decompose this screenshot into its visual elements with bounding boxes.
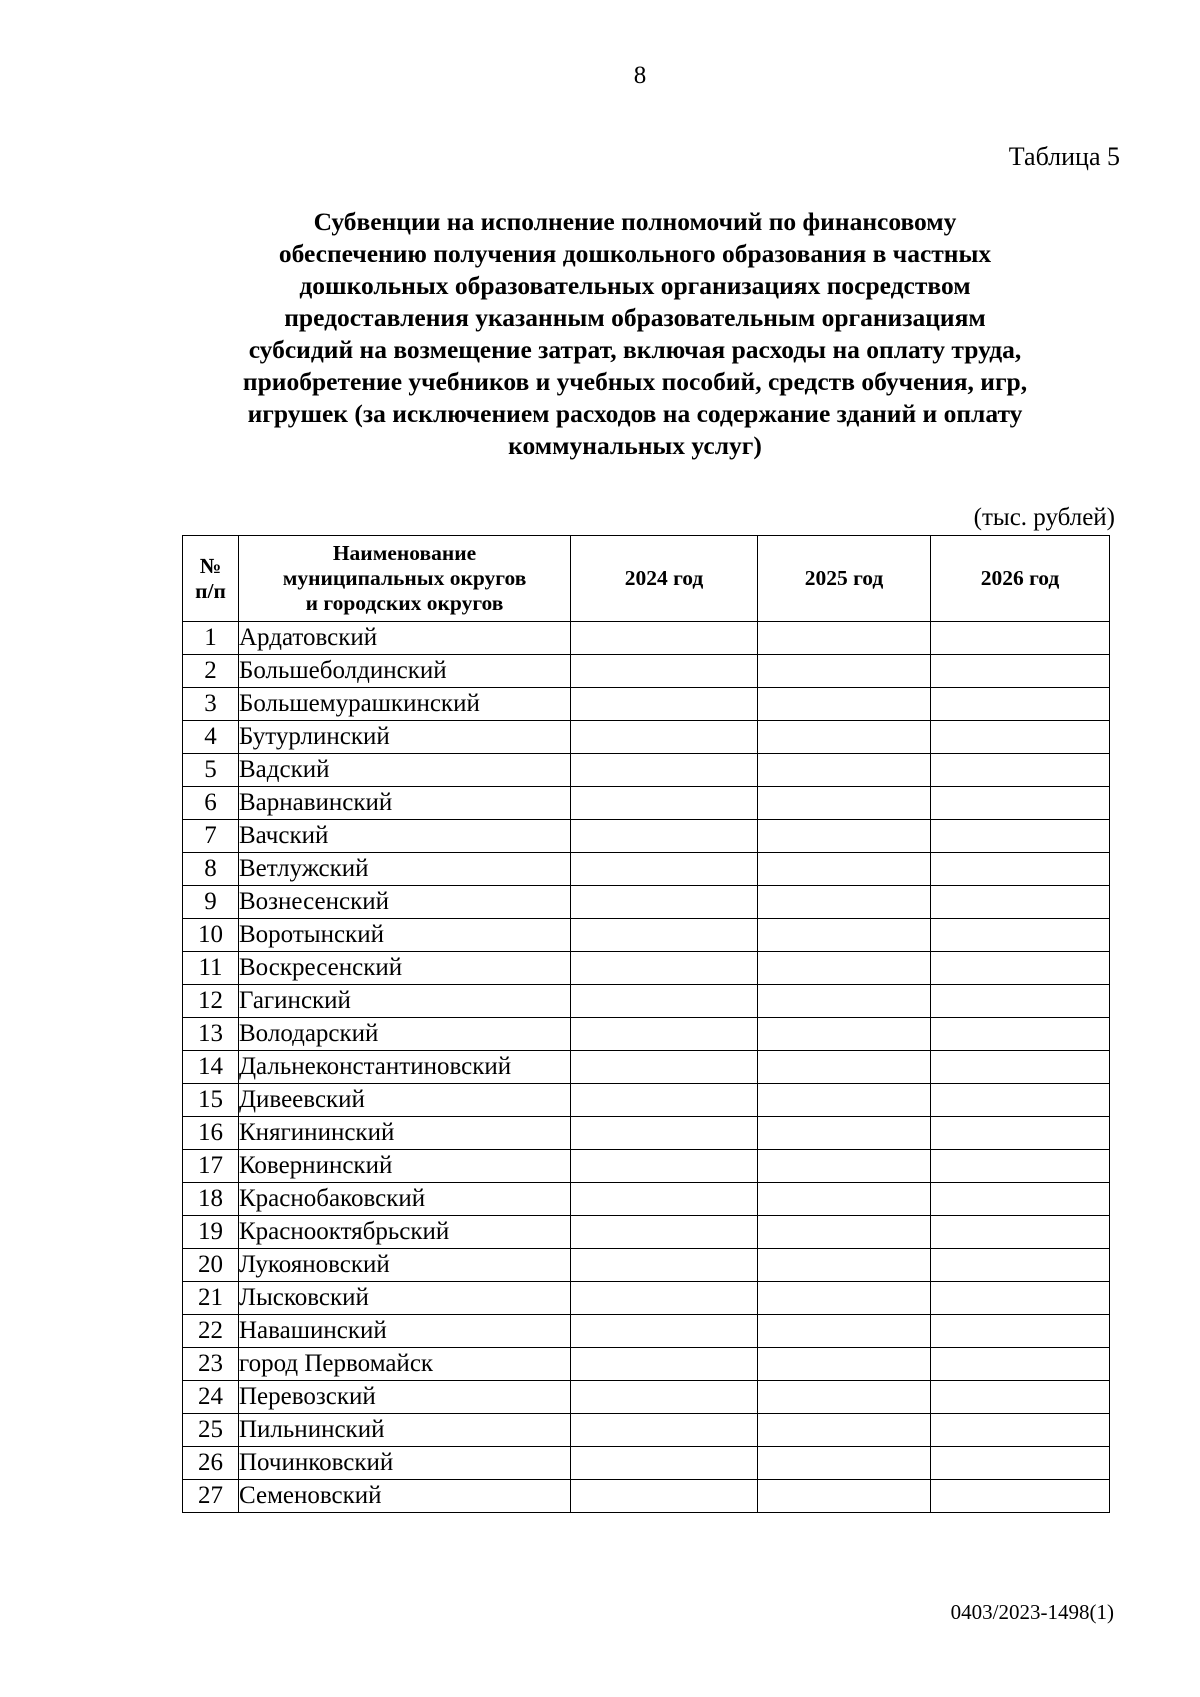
cell-2026 — [931, 1315, 1110, 1348]
row-name: Ковернинский — [239, 1150, 571, 1183]
row-name: Воротынский — [239, 919, 571, 952]
header-number-line: № — [199, 553, 222, 578]
cell-2024 — [571, 622, 758, 655]
table-row — [183, 1381, 1110, 1414]
document-title — [150, 206, 1120, 462]
cell-2025 — [758, 1150, 931, 1183]
row-name: Воскресенский — [239, 952, 571, 985]
row-name: Вачский — [239, 820, 571, 853]
cell-2026 — [931, 985, 1110, 1018]
cell-2024 — [571, 1249, 758, 1282]
row-number: 10 — [183, 919, 239, 952]
cell-2024 — [571, 985, 758, 1018]
row-number: 12 — [183, 985, 239, 1018]
header-number — [183, 536, 239, 622]
row-name: Пильнинский — [239, 1414, 571, 1447]
cell-2026 — [931, 1447, 1110, 1480]
cell-2024 — [571, 754, 758, 787]
cell-2025 — [758, 1414, 931, 1447]
cell-2026 — [931, 754, 1110, 787]
row-name: Дальнеконстантиновский — [239, 1051, 571, 1084]
cell-2026 — [931, 1216, 1110, 1249]
cell-2025 — [758, 853, 931, 886]
row-number: 4 — [183, 721, 239, 754]
cell-2025 — [758, 1447, 931, 1480]
title-line: субсидий на возмещение затрат, включая расходы на оплату труда, — [248, 335, 1022, 364]
cell-2026 — [931, 787, 1110, 820]
cell-2024 — [571, 1117, 758, 1150]
row-name: город Первомайск — [239, 1348, 571, 1381]
table-row — [183, 1216, 1110, 1249]
table-row — [183, 1150, 1110, 1183]
row-number: 11 — [183, 952, 239, 985]
cell-2024 — [571, 1381, 758, 1414]
cell-2025 — [758, 688, 931, 721]
cell-2024 — [571, 886, 758, 919]
row-name: Дивеевский — [239, 1084, 571, 1117]
table-row — [183, 1051, 1110, 1084]
table-row — [183, 1249, 1110, 1282]
row-number: 14 — [183, 1051, 239, 1084]
title-line: обеспечению получения дошкольного образования в частных — [278, 239, 992, 268]
title-line: Субвенции на исполнение полномочий по финансовому — [313, 207, 957, 236]
cell-2024 — [571, 853, 758, 886]
title-line: дошкольных образовательных организациях посредством — [299, 271, 971, 300]
row-name: Лысковский — [239, 1282, 571, 1315]
row-number: 19 — [183, 1216, 239, 1249]
cell-2024 — [571, 787, 758, 820]
header-name-line: Наименование — [332, 541, 477, 565]
title-line: игрушек (за исключением расходов на содержание зданий и оплату — [247, 399, 1023, 428]
table-header-row — [183, 536, 1110, 622]
row-number: 2 — [183, 655, 239, 688]
cell-2025 — [758, 919, 931, 952]
row-number: 6 — [183, 787, 239, 820]
cell-2025 — [758, 1348, 931, 1381]
cell-2026 — [931, 1480, 1110, 1513]
cell-2025 — [758, 787, 931, 820]
table-row — [183, 1348, 1110, 1381]
cell-2026 — [931, 919, 1110, 952]
cell-2024 — [571, 1018, 758, 1051]
cell-2025 — [758, 1084, 931, 1117]
header-year-2026: 2026 год — [931, 536, 1110, 622]
cell-2024 — [571, 655, 758, 688]
header-name — [239, 536, 571, 622]
cell-2024 — [571, 1480, 758, 1513]
row-name: Перевозский — [239, 1381, 571, 1414]
table-row — [183, 1117, 1110, 1150]
row-name: Краснобаковский — [239, 1183, 571, 1216]
table-row — [183, 820, 1110, 853]
table-row — [183, 1315, 1110, 1348]
cell-2024 — [571, 1348, 758, 1381]
cell-2026 — [931, 886, 1110, 919]
units-label: (тыс. рублей) — [973, 504, 1115, 531]
cell-2026 — [931, 1414, 1110, 1447]
table-row — [183, 886, 1110, 919]
row-name: Вадский — [239, 754, 571, 787]
cell-2025 — [758, 754, 931, 787]
row-number: 9 — [183, 886, 239, 919]
table-row — [183, 1018, 1110, 1051]
cell-2026 — [931, 853, 1110, 886]
row-number: 27 — [183, 1480, 239, 1513]
table-row — [183, 688, 1110, 721]
row-name: Краснооктябрьский — [239, 1216, 571, 1249]
table-row — [183, 1183, 1110, 1216]
cell-2025 — [758, 1183, 931, 1216]
cell-2026 — [931, 1150, 1110, 1183]
cell-2024 — [571, 1414, 758, 1447]
row-name: Ветлужский — [239, 853, 571, 886]
table-row — [183, 721, 1110, 754]
header-name-line: и городских округов — [305, 591, 504, 615]
table-row — [183, 985, 1110, 1018]
cell-2025 — [758, 985, 931, 1018]
row-name: Большемурашкинский — [239, 688, 571, 721]
document-code: 0403/2023-1498(1) — [950, 1600, 1114, 1624]
cell-2024 — [571, 688, 758, 721]
row-number: 17 — [183, 1150, 239, 1183]
cell-2024 — [571, 1315, 758, 1348]
cell-2025 — [758, 655, 931, 688]
row-name: Бутурлинский — [239, 721, 571, 754]
cell-2025 — [758, 1117, 931, 1150]
row-name: Гагинский — [239, 985, 571, 1018]
cell-2025 — [758, 1249, 931, 1282]
table-row — [183, 754, 1110, 787]
row-number: 23 — [183, 1348, 239, 1381]
cell-2026 — [931, 721, 1110, 754]
header-name-line: муниципальных округов — [282, 566, 527, 590]
cell-2026 — [931, 1282, 1110, 1315]
cell-2024 — [571, 1216, 758, 1249]
row-number: 24 — [183, 1381, 239, 1414]
cell-2026 — [931, 1018, 1110, 1051]
cell-2026 — [931, 622, 1110, 655]
row-number: 8 — [183, 853, 239, 886]
cell-2026 — [931, 1183, 1110, 1216]
row-name: Вознесенский — [239, 886, 571, 919]
row-number: 16 — [183, 1117, 239, 1150]
cell-2025 — [758, 1381, 931, 1414]
table-row — [183, 655, 1110, 688]
row-number: 20 — [183, 1249, 239, 1282]
cell-2024 — [571, 1150, 758, 1183]
cell-2026 — [931, 1381, 1110, 1414]
cell-2025 — [758, 820, 931, 853]
row-name: Семеновский — [239, 1480, 571, 1513]
cell-2024 — [571, 820, 758, 853]
row-number: 3 — [183, 688, 239, 721]
cell-2026 — [931, 952, 1110, 985]
row-number: 25 — [183, 1414, 239, 1447]
cell-2025 — [758, 1315, 931, 1348]
cell-2026 — [931, 1348, 1110, 1381]
table-label: Таблица 5 — [1008, 142, 1120, 171]
row-name: Навашинский — [239, 1315, 571, 1348]
page-number: 8 — [633, 62, 647, 89]
cell-2024 — [571, 721, 758, 754]
row-name: Варнавинский — [239, 787, 571, 820]
cell-2026 — [931, 1084, 1110, 1117]
cell-2025 — [758, 1018, 931, 1051]
table-row — [183, 1414, 1110, 1447]
header-year-2024: 2024 год — [571, 536, 758, 622]
table-row — [183, 919, 1110, 952]
cell-2026 — [931, 688, 1110, 721]
table-row — [183, 622, 1110, 655]
cell-2026 — [931, 655, 1110, 688]
cell-2025 — [758, 1051, 931, 1084]
row-name: Ардатовский — [239, 622, 571, 655]
row-name: Починковский — [239, 1447, 571, 1480]
cell-2025 — [758, 721, 931, 754]
row-number: 15 — [183, 1084, 239, 1117]
cell-2025 — [758, 622, 931, 655]
title-line: приобретение учебников и учебных пособий, средств обучения, игр, — [242, 367, 1028, 396]
row-number: 5 — [183, 754, 239, 787]
cell-2024 — [571, 1447, 758, 1480]
row-name: Большеболдинский — [239, 655, 571, 688]
table-row — [183, 952, 1110, 985]
cell-2025 — [758, 1480, 931, 1513]
cell-2026 — [931, 1051, 1110, 1084]
row-number: 13 — [183, 1018, 239, 1051]
row-name: Володарский — [239, 1018, 571, 1051]
table-row — [183, 853, 1110, 886]
cell-2025 — [758, 1282, 931, 1315]
title-line: коммунальных услуг) — [508, 431, 762, 460]
cell-2024 — [571, 919, 758, 952]
row-number: 7 — [183, 820, 239, 853]
row-name: Лукояновский — [239, 1249, 571, 1282]
cell-2025 — [758, 1216, 931, 1249]
table-row — [183, 1282, 1110, 1315]
header-number-line: п/п — [195, 578, 226, 603]
row-number: 22 — [183, 1315, 239, 1348]
row-name: Княгининский — [239, 1117, 571, 1150]
cell-2024 — [571, 1084, 758, 1117]
table-row — [183, 1084, 1110, 1117]
cell-2024 — [571, 952, 758, 985]
table-row — [183, 1447, 1110, 1480]
cell-2025 — [758, 886, 931, 919]
title-line: предоставления указанным образовательным организациям — [284, 303, 986, 332]
row-number: 1 — [183, 622, 239, 655]
table-row — [183, 1480, 1110, 1513]
row-number: 26 — [183, 1447, 239, 1480]
cell-2025 — [758, 952, 931, 985]
cell-2024 — [571, 1183, 758, 1216]
header-year-2025: 2025 год — [758, 536, 931, 622]
cell-2026 — [931, 1249, 1110, 1282]
subventions-table — [182, 535, 1110, 1513]
row-number: 21 — [183, 1282, 239, 1315]
cell-2026 — [931, 820, 1110, 853]
row-number: 18 — [183, 1183, 239, 1216]
table-row — [183, 787, 1110, 820]
cell-2024 — [571, 1051, 758, 1084]
cell-2026 — [931, 1117, 1110, 1150]
cell-2024 — [571, 1282, 758, 1315]
